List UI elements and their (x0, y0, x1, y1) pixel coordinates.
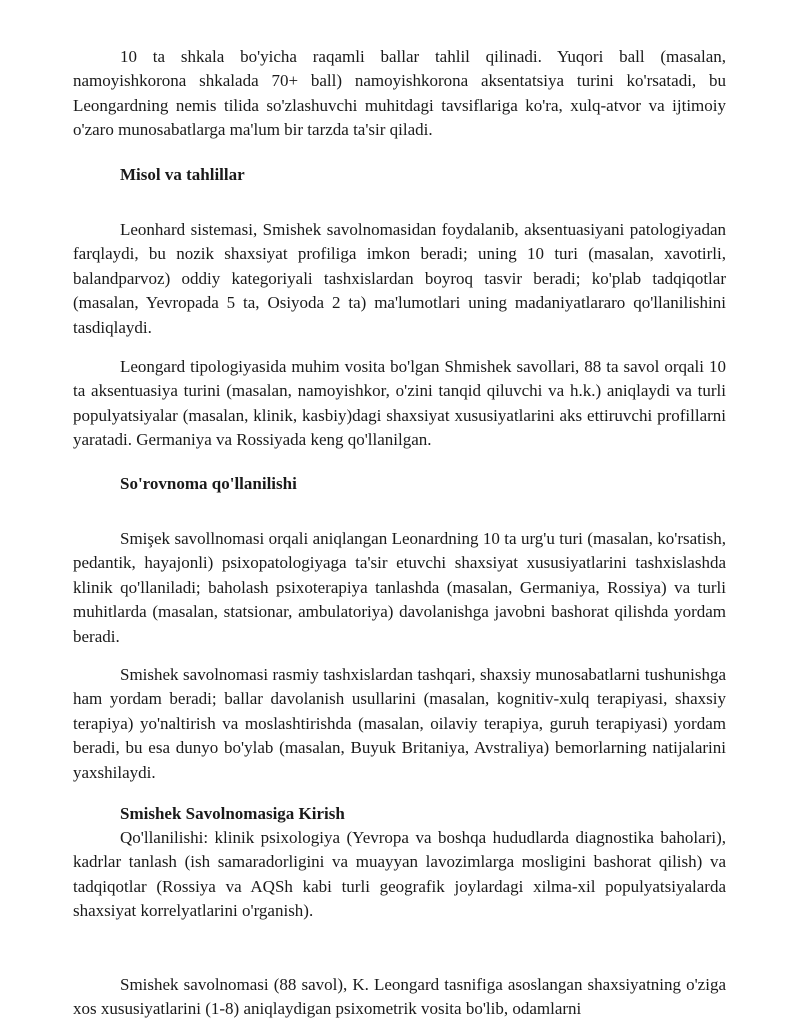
paragraph-description: Smishek savolnomasi (88 savol), K. Leongard tasnifiga asoslangan shaxsiyatning o'ziga xos xususiyatlarini (1-8) aniqlaydigan psixometrik vosita bo'lib, odamlarni (73, 975, 726, 1019)
paragraph-shmishek-questions: Leongard tipologiyasida muhim vosita bo'lgan Shmishek savollari, 88 ta savol orqali 10 ta aksentuasiya turini (masalan, namoyishkor, o'zini tanqid qiluvchi va h.k.) aniqlaydi va turli populyatsiyalar (masalan, klinik, kasbiy)dagi shaxsiyat xususiyatlarini aks ettiruvchi profillarni yaratadi. Germaniya va Rossiyada keng qo'llanilgan. (73, 357, 726, 450)
paragraph-clinical-use: Smişek savollnomasi orqali aniqlangan Leonardning 10 ta urg'u turi (masalan, ko'rsatish, pedantik, hayajonli) psixopatologiyaga ta'sir etuvchi shaxsiyat xususiyatlarini tashxislashda klinik qo'llaniladi; baholash psixoterapiya tanlashda (masalan, Germaniya, Rossiya) va turli muhitlarda (masalan, statsionar, ambulatoriya) davolanishga javobni bashorat qilishda yordam beradi. (73, 529, 726, 646)
heading-introduction: Smishek Savolnomasiga Kirish (120, 804, 345, 823)
paragraph-score-analysis: 10 ta shkala bo'yicha raqamli ballar tahlil qilinadi. Yuqori ball (masalan, namoyishkorona shkalada 70+ ball) namoyishkorona aksentatsiya turini ko'rsatadi, bu Leongardning nemis tilida so'zlashuvchi muhitdagi tavsiflariga ko'ra, xulq-atvor va ijtimoiy o'zaro munosabatlarga ma'lum bir tarzda ta'sir qiladi. (73, 47, 726, 140)
heading-questionnaire-use: So'rovnoma qo'llanilishi (120, 474, 297, 493)
paragraph-relationships: Smishek savolnomasi rasmiy tashxislardan tashqari, shaxsiy munosabatlarni tushunishga ham yordam beradi; ballar davolanish usullarini (masalan, kognitiv-xulq terapiyasi, shaxsiy terapiya) yo'naltirish va moslashtirishda (masalan, oilaviy terapiya, guruh terapiyasi) yordam beradi, bu esa dunyo bo'ylab (masalan, Buyuk Britaniya, Avstraliya) bemorlarning natijalarini yaxshilaydi. (73, 665, 726, 782)
paragraph-applications: Qo'llanilishi: klinik psixologiya (Yevropa va boshqa hududlarda diagnostika baholari), kadrlar tanlash (ish samaradorligini va muayyan lavozimlarga mosligini bashorat qilish) va tadqiqotlar (Rossiya va AQSh kabi turli geografik joylardagi xilma-xil populyatsiyalarda shaxsiyat korrelyatlarini o'rganish). (73, 828, 726, 921)
paragraph-leonhard-system: Leonhard sistemasi, Smishek savolnomasidan foydalanib, aksentuasiyani patologiyadan farqlaydi, bu nozik shaxsiyat profiliga imkon beradi; uning 10 turi (masalan, xavotirli, balandparvoz) oddiy kategoriyali tashxislardan boyroq tasvir beradi; ko'plab tadqiqotlar (masalan, Yevropada 5 ta, Osiyoda 2 ta) ma'lumotlari uning madaniyatlararo qo'llanilishini tasdiqlaydi. (73, 220, 726, 337)
heading-examples-analysis: Misol va tahlillar (120, 165, 245, 184)
